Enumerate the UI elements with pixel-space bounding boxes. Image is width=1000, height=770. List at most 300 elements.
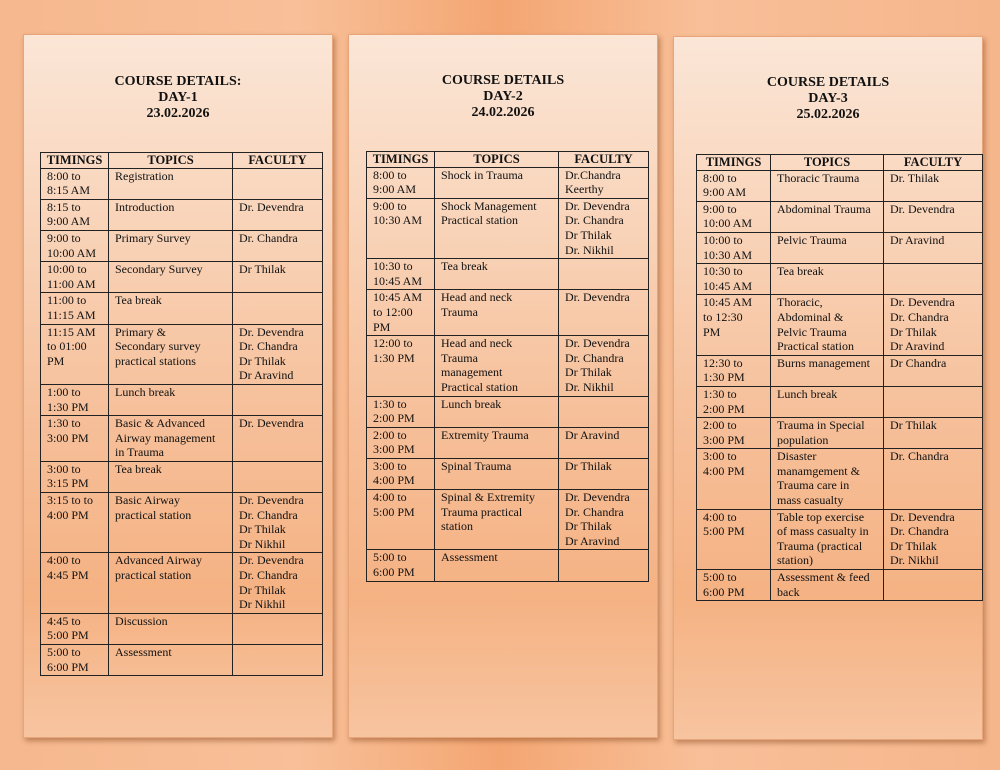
table-row [697, 201, 983, 232]
faculty-line: Dr. Devendra [565, 290, 630, 305]
topic-line: Assessment [115, 645, 172, 659]
day-2-schedule-table [366, 151, 649, 582]
table-row [367, 550, 649, 581]
faculty-line: Dr. Devendra [239, 553, 304, 568]
faculty-line: Dr Aravind [565, 533, 620, 548]
faculty-line: Dr Nikhil [239, 597, 286, 612]
faculty-cell [233, 493, 323, 553]
faculty-cell [233, 461, 323, 492]
timing-cell [697, 232, 771, 263]
faculty-line: Dr Thilak [565, 519, 612, 534]
faculty-cell [884, 295, 983, 355]
timing-line: 4:00 to [373, 490, 407, 505]
topic-cell [771, 264, 884, 295]
faculty-cell [233, 416, 323, 462]
timing-line: 12:30 to [703, 355, 743, 370]
timing-line: 5:00 to [47, 645, 81, 659]
topic-line: Shock Management [441, 198, 537, 213]
timing-line: 10:30 to [373, 259, 413, 274]
timing-cell [367, 290, 435, 336]
topic-cell [435, 336, 559, 396]
faculty-line: Dr. Devendra [565, 490, 630, 505]
topic-line: Extremity Trauma [441, 427, 529, 442]
timing-cell [41, 324, 109, 384]
faculty-line: Dr Thilak [565, 458, 612, 473]
timing-line: 9:00 to [703, 201, 737, 216]
timing-cell [697, 201, 771, 232]
faculty-line: Dr Thilak [565, 365, 612, 380]
timing-line: 3:15 to to [47, 493, 94, 508]
faculty-line: Dr. Chandra [890, 449, 949, 464]
timing-line: 10:30 AM [703, 247, 753, 262]
topic-line: in Trauma [115, 445, 165, 460]
column-header-faculty: FACULTY [233, 153, 323, 169]
faculty-line: Dr Aravind [565, 427, 620, 442]
day-1-schedule-table [40, 152, 323, 676]
topic-line: Assessment [441, 550, 498, 565]
timing-line: 1:30 to [703, 386, 737, 401]
faculty-cell [559, 167, 649, 198]
timing-cell [697, 449, 771, 509]
timing-line: to 01:00 [47, 339, 87, 354]
topic-line: Tea break [777, 264, 824, 279]
timing-line: 2:00 PM [373, 411, 415, 426]
faculty-cell [884, 232, 983, 263]
timing-line: 1:00 to [47, 384, 81, 399]
topic-line: Secondary survey [115, 339, 201, 354]
faculty-cell [559, 336, 649, 396]
topic-cell [435, 167, 559, 198]
faculty-cell [884, 570, 983, 601]
topic-line: Secondary Survey [115, 262, 203, 277]
timing-cell [41, 293, 109, 324]
table-row [41, 461, 323, 492]
topic-cell [435, 290, 559, 336]
table-row [41, 645, 323, 676]
day-3-schedule-table [696, 154, 983, 601]
faculty-cell [559, 458, 649, 489]
topic-line: Basic Airway [115, 493, 180, 508]
faculty-line: Keerthy [565, 182, 604, 197]
timing-line: 1:30 to [373, 396, 407, 411]
day-1-label: DAY-1 [158, 90, 198, 105]
topic-line: practical stations [115, 353, 196, 368]
timing-line: 10:45 AM [703, 295, 753, 310]
timing-line: PM [47, 353, 65, 368]
topic-cell [109, 461, 233, 492]
timing-line: 10:45 AM [373, 273, 423, 288]
topic-line: Airway management [115, 430, 216, 445]
timing-line: 3:00 to [373, 458, 407, 473]
faculty-line: Dr. Chandra [239, 568, 298, 583]
faculty-cell [559, 427, 649, 458]
timing-cell [697, 386, 771, 417]
timing-line: 5:00 PM [703, 524, 745, 539]
topic-cell [771, 509, 884, 569]
day-1-header [24, 74, 332, 122]
topic-cell [109, 324, 233, 384]
topic-line: Practical station [777, 339, 854, 354]
topic-line: Lunch break [777, 386, 838, 401]
faculty-line: Dr. Devendra [565, 336, 630, 351]
topic-cell [435, 458, 559, 489]
topic-cell [771, 570, 884, 601]
faculty-line: Dr. Chandra [565, 350, 624, 365]
faculty-line: Dr Chandra [890, 355, 947, 370]
faculty-line: Dr Thilak [890, 538, 937, 553]
topic-line: practical station [115, 507, 192, 522]
timing-line: 4:00 to [47, 553, 81, 568]
topic-line: Introduction [115, 199, 175, 214]
timing-cell [41, 168, 109, 199]
topic-line: Spinal & Extremity [441, 490, 535, 505]
faculty-cell [233, 293, 323, 324]
topic-line: manamgement & [777, 463, 860, 478]
timing-cell [697, 355, 771, 386]
faculty-line: Dr.Chandra [565, 167, 621, 182]
topic-cell [109, 262, 233, 293]
timing-cell [367, 336, 435, 396]
timing-cell [697, 170, 771, 201]
timing-line: 4:00 PM [703, 463, 745, 478]
timing-line: 10:45 AM [703, 278, 753, 293]
timing-cell [41, 553, 109, 613]
table-row [367, 458, 649, 489]
topic-line: Head and neck [441, 290, 513, 305]
timing-line: 4:45 to [47, 613, 81, 628]
timing-cell [367, 259, 435, 290]
timing-cell [697, 509, 771, 569]
timing-line: 11:15 AM [47, 324, 96, 339]
table-row [41, 553, 323, 613]
topic-cell [435, 550, 559, 581]
faculty-cell [884, 355, 983, 386]
faculty-line: Dr. Devendra [239, 199, 304, 214]
topic-cell [771, 355, 884, 386]
table-row [41, 230, 323, 261]
faculty-cell [884, 170, 983, 201]
timing-cell [697, 264, 771, 295]
topic-cell [435, 427, 559, 458]
timing-cell [41, 384, 109, 415]
timing-line: 10:00 AM [47, 245, 97, 260]
faculty-line: Dr. Devendra [239, 324, 304, 339]
timing-cell [41, 461, 109, 492]
timing-cell [697, 570, 771, 601]
timing-line: 1:30 PM [373, 350, 415, 365]
timing-line: 4:00 PM [373, 473, 415, 488]
timing-line: 3:00 to [703, 449, 737, 464]
timing-line: 9:00 AM [703, 185, 747, 200]
day-2-header [349, 73, 657, 121]
topic-line: mass casualty [777, 493, 844, 508]
timing-cell [41, 645, 109, 676]
timing-line: 1:30 PM [703, 370, 745, 385]
faculty-line: Dr. Chandra [239, 339, 298, 354]
timing-cell [697, 418, 771, 449]
faculty-line: Dr Thilak [239, 522, 286, 537]
timing-cell [367, 550, 435, 581]
topic-line: Tea break [441, 259, 488, 274]
faculty-line: Dr. Chandra [565, 213, 624, 228]
topic-cell [435, 396, 559, 427]
topic-line: Lunch break [441, 396, 502, 411]
faculty-cell [559, 259, 649, 290]
timing-line: to 12:30 [703, 309, 743, 324]
topic-cell [109, 553, 233, 613]
table-row [697, 509, 983, 569]
topic-cell [109, 645, 233, 676]
topic-line: Trauma practical [441, 504, 523, 519]
faculty-line: Dr Aravind [239, 368, 294, 383]
topic-line: Advanced Airway [115, 553, 202, 568]
topic-cell [771, 170, 884, 201]
timing-cell [367, 490, 435, 550]
faculty-line: Dr Thilak [890, 324, 937, 339]
topic-cell [109, 493, 233, 553]
column-header-topics: TOPICS [771, 155, 884, 171]
faculty-cell [233, 199, 323, 230]
day-1-date: 23.02.2026 [146, 106, 210, 121]
timing-line: 8:00 to [47, 168, 81, 183]
topic-line: Shock in Trauma [441, 167, 524, 182]
timing-line: 9:00 to [373, 198, 407, 213]
topic-cell [109, 199, 233, 230]
table-row [367, 259, 649, 290]
topic-line: back [777, 584, 800, 599]
topic-cell [771, 232, 884, 263]
topic-cell [435, 198, 559, 258]
timing-line: 5:00 to [373, 550, 407, 565]
faculty-line: Dr. Nikhil [565, 242, 614, 257]
faculty-line: Dr Thilak [239, 353, 286, 368]
timing-line: 9:00 AM [373, 182, 417, 197]
column-header-timings: TIMINGS [41, 153, 109, 169]
topic-line: station) [777, 553, 813, 568]
topic-cell [109, 293, 233, 324]
faculty-cell [233, 324, 323, 384]
timing-cell [41, 613, 109, 644]
faculty-line: Dr. Thilak [890, 170, 940, 185]
faculty-cell [559, 290, 649, 336]
topic-line: Burns management [777, 355, 870, 370]
faculty-cell [884, 386, 983, 417]
faculty-cell [884, 509, 983, 569]
table-row [41, 613, 323, 644]
faculty-cell [884, 449, 983, 509]
table-row [41, 416, 323, 462]
faculty-line: Dr. Devendra [890, 509, 955, 524]
topic-line: Trauma in Special [777, 418, 865, 433]
table-row [367, 427, 649, 458]
timing-line: 11:00 to [47, 293, 87, 308]
faculty-line: Dr. Devendra [890, 201, 955, 216]
day-3-panel [673, 36, 983, 740]
table-row [697, 170, 983, 201]
topic-line: Pelvic Trauma [777, 232, 847, 247]
column-header-faculty: FACULTY [559, 152, 649, 168]
timing-cell [367, 458, 435, 489]
faculty-cell [559, 198, 649, 258]
topic-cell [771, 418, 884, 449]
faculty-cell [559, 550, 649, 581]
table-row [41, 199, 323, 230]
faculty-cell [884, 418, 983, 449]
timing-line: 8:15 to [47, 199, 81, 214]
timing-line: 10:30 AM [373, 213, 423, 228]
topic-line: Trauma care in [777, 478, 850, 493]
faculty-cell [233, 613, 323, 644]
topic-cell [109, 613, 233, 644]
table-row [367, 198, 649, 258]
topic-line: Basic & Advanced [115, 416, 205, 431]
faculty-cell [559, 490, 649, 550]
faculty-line: Dr. Chandra [890, 309, 949, 324]
faculty-line: Dr. Devendra [239, 493, 304, 508]
faculty-line: Dr Nikhil [239, 536, 286, 551]
topic-line: Trauma [441, 304, 478, 319]
timing-cell [697, 295, 771, 355]
day-3-date: 25.02.2026 [796, 107, 860, 122]
timing-cell [41, 493, 109, 553]
timing-cell [41, 262, 109, 293]
table-row [41, 168, 323, 199]
topic-cell [109, 384, 233, 415]
faculty-cell [233, 553, 323, 613]
table-row [41, 262, 323, 293]
timing-line: 6:00 PM [47, 659, 89, 674]
faculty-cell [233, 645, 323, 676]
timing-line: 6:00 PM [703, 584, 745, 599]
timing-line: 2:00 PM [703, 401, 745, 416]
topic-line: practical station [115, 568, 192, 583]
topic-line: Tea break [115, 293, 162, 308]
timing-cell [41, 230, 109, 261]
faculty-cell [233, 262, 323, 293]
topic-line: station [441, 519, 473, 534]
day-3-header [674, 75, 982, 123]
timing-line: 4:00 PM [47, 507, 89, 522]
topic-line: Primary & [115, 324, 166, 339]
table-row [697, 355, 983, 386]
topic-line: Head and neck [441, 336, 513, 351]
faculty-cell [559, 396, 649, 427]
timing-line: 4:45 PM [47, 568, 89, 583]
table-row [367, 290, 649, 336]
topic-line: Discussion [115, 613, 168, 628]
topic-line: Table top exercise [777, 509, 865, 524]
timing-cell [367, 427, 435, 458]
topic-cell [771, 386, 884, 417]
table-row [41, 384, 323, 415]
table-row [41, 493, 323, 553]
faculty-line: Dr. Devendra [565, 198, 630, 213]
table-row [697, 232, 983, 263]
timing-line: PM [703, 324, 721, 339]
table-row [367, 396, 649, 427]
topic-line: Assessment & feed [777, 570, 870, 585]
timing-line: 8:15 AM [47, 183, 91, 198]
timing-cell [367, 198, 435, 258]
topic-line: Thoracic Trauma [777, 170, 860, 185]
column-header-topics: TOPICS [109, 153, 233, 169]
timing-line: PM [373, 319, 391, 334]
timing-line: 3:00 PM [47, 430, 89, 445]
column-header-topics: TOPICS [435, 152, 559, 168]
topic-cell [435, 259, 559, 290]
timing-line: 6:00 PM [373, 565, 415, 580]
timing-cell [367, 396, 435, 427]
topic-line: Practical station [441, 213, 518, 228]
faculty-cell [884, 264, 983, 295]
timing-line: 8:00 to [703, 170, 737, 185]
topic-line: Thoracic, [777, 295, 823, 310]
faculty-line: Dr Thilak [239, 262, 286, 277]
topic-line: Lunch break [115, 384, 176, 399]
day-2-date: 24.02.2026 [471, 105, 535, 120]
timing-cell [41, 199, 109, 230]
faculty-line: Dr. Devendra [890, 295, 955, 310]
faculty-cell [233, 230, 323, 261]
topic-line: Tea break [115, 461, 162, 476]
faculty-cell [884, 201, 983, 232]
faculty-line: Dr Thilak [239, 582, 286, 597]
faculty-line: Dr Thilak [890, 418, 937, 433]
topic-cell [771, 295, 884, 355]
timing-line: 1:30 to [47, 416, 81, 431]
timing-line: to 12:00 [373, 304, 413, 319]
day-2-panel [348, 34, 658, 738]
topic-cell [771, 449, 884, 509]
topic-line: Pelvic Trauma [777, 324, 847, 339]
timing-line: 10:00 AM [703, 216, 753, 231]
table-row [697, 449, 983, 509]
topic-line: Abdominal & [777, 309, 844, 324]
faculty-line: Dr Aravind [890, 232, 945, 247]
topic-cell [435, 490, 559, 550]
faculty-line: Dr. Chandra [239, 230, 298, 245]
faculty-line: Dr. Nikhil [890, 553, 939, 568]
topic-line: Abdominal Trauma [777, 201, 871, 216]
day-3-title: COURSE DETAILS [766, 75, 890, 90]
day-3-label: DAY-3 [808, 91, 848, 106]
day-1-panel [23, 34, 333, 738]
timing-line: 3:00 to [47, 461, 81, 476]
timing-line: 9:00 AM [47, 214, 91, 229]
topic-line: Disaster [777, 449, 817, 464]
topic-cell [109, 416, 233, 462]
table-row [367, 336, 649, 396]
faculty-line: Dr. Chandra [239, 507, 298, 522]
faculty-line: Dr. Chandra [565, 504, 624, 519]
timing-line: 1:30 PM [47, 399, 89, 414]
table-row [41, 293, 323, 324]
table-row [367, 167, 649, 198]
timing-line: 11:00 AM [47, 276, 96, 291]
topic-line: of mass casualty in [777, 524, 869, 539]
timing-line: 5:00 PM [47, 628, 89, 643]
topic-cell [109, 168, 233, 199]
table-row [697, 418, 983, 449]
table-row [367, 490, 649, 550]
timing-line: 3:00 PM [373, 442, 415, 457]
column-header-timings: TIMINGS [367, 152, 435, 168]
topic-line: management [441, 365, 503, 380]
topic-line: Practical station [441, 379, 518, 394]
topic-line: Trauma [441, 350, 478, 365]
timing-line: 10:30 to [703, 264, 743, 279]
timing-line: 12:00 to [373, 336, 413, 351]
